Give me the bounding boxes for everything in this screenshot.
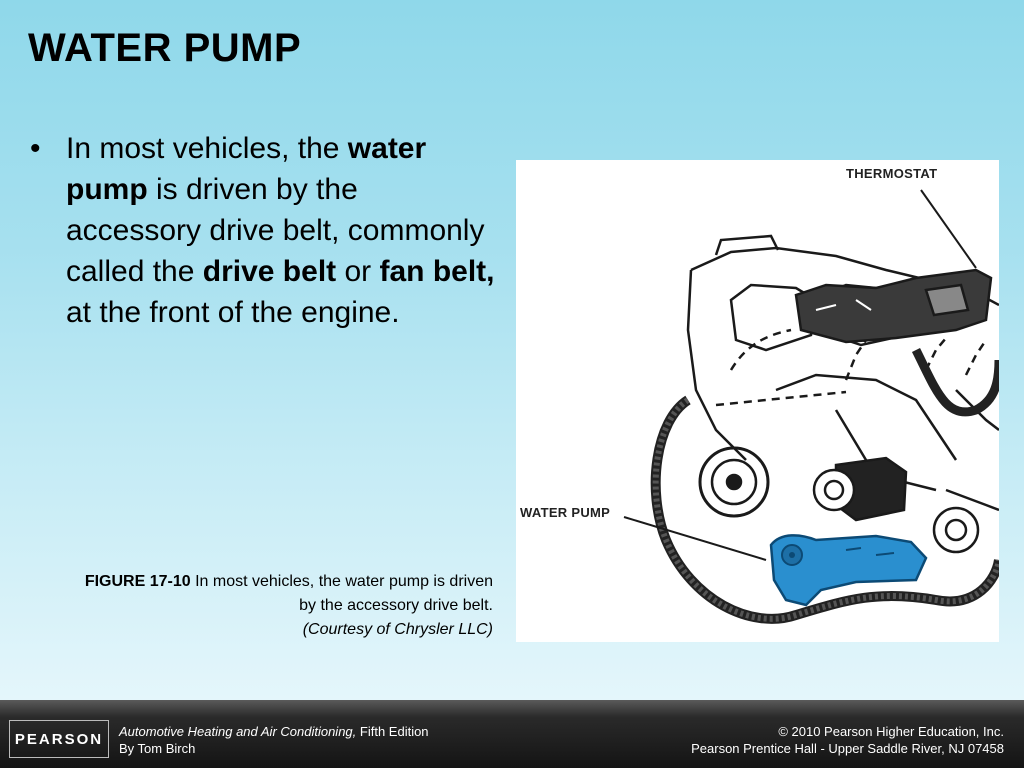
term-fan-belt: fan belt, xyxy=(379,255,495,288)
publisher-text: Pearson Prentice Hall - Upper Saddle River, NJ 07458 xyxy=(691,741,1004,756)
book-author: By Tom Birch xyxy=(119,741,196,756)
bullet-text-part: or xyxy=(336,255,380,288)
figure-caption xyxy=(73,570,493,642)
term-water-pump: water pump xyxy=(66,132,427,206)
pearson-logo: PEARSON xyxy=(9,720,109,758)
water-pump-label: WATER PUMP xyxy=(520,505,611,520)
engine-block-front xyxy=(688,270,746,460)
thermostat-label: THERMOSTAT xyxy=(846,166,938,181)
book-info xyxy=(119,723,429,757)
publisher-info xyxy=(691,723,1004,757)
bullet-text-part: is driven by the accessory drive belt, commonly called the xyxy=(66,173,485,288)
copyright-text: © 2010 Pearson Higher Education, Inc. xyxy=(778,724,1004,739)
figure-number: FIGURE 17-10 xyxy=(84,573,191,590)
book-edition: Fifth Edition xyxy=(356,724,429,739)
caption-credit: (Courtesy of Chrysler LLC) xyxy=(302,621,493,638)
book-title: Automotive Heating and Air Conditioning, xyxy=(119,724,357,739)
engine-drawing xyxy=(516,160,999,642)
term-drive-belt: drive belt xyxy=(202,255,337,288)
engine-illustration xyxy=(516,160,999,642)
bullet-text xyxy=(66,128,496,333)
bullet-text-part: at the front of the engine. xyxy=(66,296,400,329)
caption-text: In most vehicles, the water pump is driven by the accessory drive belt. xyxy=(190,573,493,614)
radiator-hose xyxy=(916,350,999,412)
slide-title: WATER PUMP xyxy=(28,26,302,70)
bullet-marker: • xyxy=(30,132,41,165)
footer-bar xyxy=(0,700,1024,768)
bullet-text-part: In most vehicles, the xyxy=(66,132,348,165)
